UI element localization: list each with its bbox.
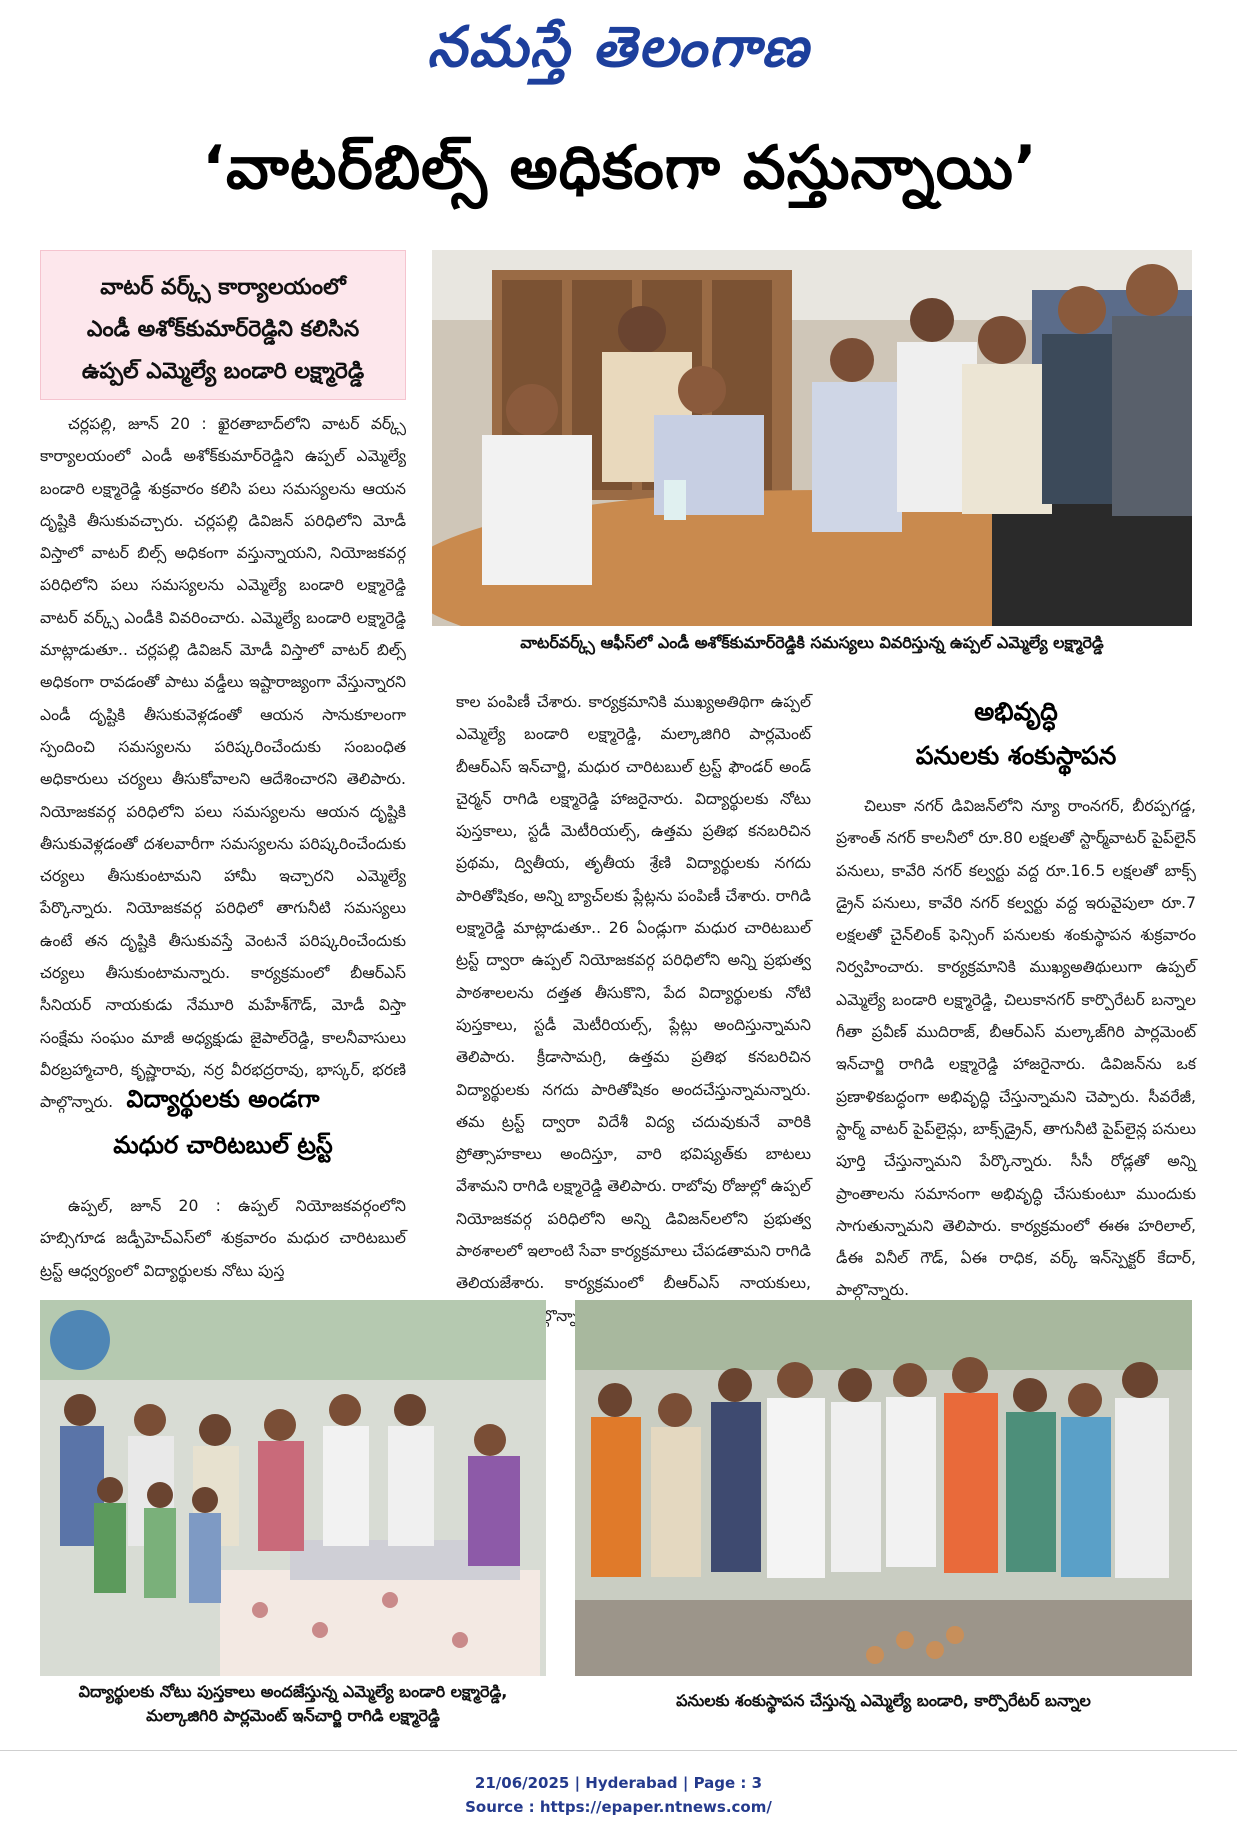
students-photo-caption-line-1: విద్యార్థులకు నోటు పుస్తకాలు అందజేస్తున్న ఎమ్మెల్యే బండారి లక్ష్మారెడ్డి, xyxy=(78,1682,508,1701)
main-headline: ‘వాటర్‌బిల్స్ అధికంగా వస్తున్నాయి’ xyxy=(202,133,1038,203)
subhead-line-1: వాటర్ వర్క్స్ కార్యాలయంలో xyxy=(100,275,346,300)
article-trust-body-part1 xyxy=(40,1190,406,1287)
footer-divider xyxy=(0,1750,1237,1751)
article-trust-body-part2 xyxy=(456,686,811,1332)
article-foundation-heading-line-1: అభివృద్ధి xyxy=(974,697,1058,726)
students-photo-caption-line-2: మల్కాజిగిరి పార్లమెంట్ ఇన్‌చార్జి రాగిడి లక్ష్మారెడ్డి xyxy=(146,1706,440,1725)
subhead-line-3: ఉప్పల్ ఎమ్మెల్యే బండారి లక్ష్మారెడ్డి xyxy=(81,359,365,384)
students-notebooks-photo xyxy=(40,1300,546,1676)
meeting-photo-caption: వాటర్‌వర్క్స్ ఆఫీస్‌లో ఎండీ అశోక్‌కుమార్‌రెడ్డికి సమస్యలు వివరిస్తున్న ఉప్పల్ ఎమ్మెల్యే లక్ష్మారెడ్డి xyxy=(520,633,1104,652)
foundation-stone-photo xyxy=(575,1300,1192,1676)
foundation-photo-caption: పనులకు శంకుస్థాపన చేస్తున్న ఎమ్మెల్యే బండారి, కార్పొరేటర్ బన్నాల xyxy=(676,1691,1091,1710)
newspaper-masthead: నమస్తే తెలంగాణ xyxy=(427,14,810,80)
article-trust-text-part2: కాల పంపిణీ చేశారు. కార్యక్రమానికి ముఖ్యఅతిథిగా ఉప్పల్ ఎమ్మెల్యే బండారి లక్ష్మారెడ్డి, మల్కాజిగిరి పార్లమెంట్ బీఆర్‌ఎస్ ఇన్‌చార్జి, మధుర చారిటబుల్ ట్రస్ట్ ఫౌండర్ అండ్ చైర్మన్ రాగిడి లక్ష్మారెడ్డి హాజరైనారు. విద్యార్థులకు నోటు పుస్తకాలు, స్టడీ మెటీరియల్స్, ఉత్తమ ప్రతిభ కనబరిచిన ప్రథమ, ద్వితీయ, తృతీయ శ్రేణి విద్యార్థులకు నగదు పారితోషికం, అన్ని బ్యాచ్‌లకు ప్లేట్లను పంపిణీ చేశారు. రాగిడి లక్ష్మారెడ్డి మాట్లాడుతూ.. 26 ఏండ్లుగా మధుర చారిటబుల్ ట్రస్ట్ ద్వారా ఉప్పల్ నియోజకవర్గ పరిధిలోని అన్ని ప్రభుత్వ పాఠశాలలను దత్తత తీసుకొని, పేద విద్యార్థులకు నోటి పుస్తకాలు, స్టడీ మెటీరియల్స్, ప్లేట్లు అందిస్తున్నామని తెలిపారు. క్రీడాసామగ్రి, ఉత్తమ ప్రతిభ కనబరిచిన విద్యార్థులకు నగదు పారితోషికం అందచేస్తున్నామన్నారు. తమ ట్రస్ట్ ద్వారా విదేశీ విద్య చదువుకునే వారికి ప్రోత్సాహకాలు అందిస్తూ, వారి భవిష్యత్‌కు బాటలు వేశామని రాగిడి లక్ష్మారెడ్డి తెలిపారు. రాబోవు రోజుల్లో ఉప్పల్ నియోజకవర్గ పరిధిలోని అన్ని డివిజన్‌లలోని ప్రభుత్వ పాఠశాలలో ఇలాంటి సేవా కార్యక్రమాలు చేపడతామని రాగిడి తెలియజేశారు. కార్యక్రమంలో బీఆర్‌ఎస్ నాయకులు, పాల్గొన్నారు. xyxy=(456,693,811,1325)
subhead-box xyxy=(40,250,406,400)
article-foundation-text: చిలుకా నగర్ డివిజన్‌లోని న్యూ రాంనగర్, బీరప్పగడ్డ, ప్రశాంత్ నగర్ కాలనీలో రూ.80 లక్షలతో స్టార్మ్‌వాటర్ పైప్‌లైన్ పనులు, కావేరి నగర్ కల్వర్టు వద్ద రూ.16.5 లక్షలతో బాక్స్ డ్రైన్ పనులు, కావేరి నగర్ కల్వర్టు వద్ద ఇరువైపులా రూ.7 లక్షలతో చైన్‌లింక్ ఫెన్సింగ్ పనులకు శంకుస్థాపన శుక్రవారం నిర్వహించారు. కార్యక్రమానికి ముఖ్యఅతిథులుగా ఉప్పల్ ఎమ్మెల్యే బండారి లక్ష్మారెడ్డి, చిలుకానగర్ కార్పొరేటర్ బన్నాల గీతా ప్రవీణ్ ముదిరాజ్, బీఆర్‌ఎస్ మల్కాజ్‌గిరి పార్లమెంట్ ఇన్‌చార్జి రాగిడి లక్ష్మారెడ్డి హాజరైనారు. డివిజన్‌ను ఒక ప్రణాళికబద్ధంగా అభివృద్ధి చేస్తున్నామని చెప్పారు. సీవరేజీ, స్టార్మ్ వాటర్ పైప్‌లైన్లు, బాక్స్‌డ్రైన్, తాగునీటి పైప్‌లైన్ల పనులు పూర్తి చేస్తున్నామని పేర్కొన్నారు. సీసీ రోడ్లతో అన్ని ప్రాంతాలను సమానంగా అభివృద్ధి చేసుకుంటూ ముందుకు సాగుతున్నామని తెలిపారు. కార్యక్రమంలో ఈఈ హరిలాల్, డీఈ వినీల్ గౌడ్, ఏఈ రాధిక, వర్క్ ఇన్‌స్పెక్టర్ కేదార్, పాల్గొన్నారు. xyxy=(836,797,1196,1300)
article-foundation-body xyxy=(836,790,1196,1307)
subhead-line-2: ఎండీ అశోక్‌కుమార్‌రెడ్డిని కలిసిన xyxy=(86,317,360,342)
article-trust-heading-line-2: మధుర చారిటబుల్ ట్రస్ట్ xyxy=(113,1131,333,1159)
meeting-photo xyxy=(432,250,1192,626)
students-photo-caption xyxy=(40,1680,546,1728)
article-water-bills-text: చర్లపల్లి, జూన్ 20 : ఖైరతాబాద్‌లోని వాటర్ వర్క్స్ కార్యాలయంలో ఎండీ అశోక్‌కుమార్‌రెడ్డిని ఉప్పల్ ఎమ్మెల్యే బండారి లక్ష్మారెడ్డి శుక్రవారం కలిసి పలు సమస్యలను ఆయన దృష్టికి తీసుకువచ్చారు. చర్లపల్లి డివిజన్ పరిధిలోని మోడీ విస్తాలో వాటర్ బిల్స్ అధికంగా వస్తున్నాయని, నియోజకవర్గ పరిధిలోని పలు సమస్యలను ఎమ్మెల్యే బండారి లక్ష్మారెడ్డి వాటర్ వర్క్స్ ఎండీకి వివరించారు. ఎమ్మెల్యే బండారి లక్ష్మారెడ్డి మాట్లాడుతూ.. చర్లపల్లి డివిజన్ మోడీ విస్తాలో వాటర్ బిల్స్ అధికంగా రావడంతో పాటు వడ్డీలు ఇష్టారాజ్యంగా వేస్తున్నారని ఎండీ దృష్టికి తీసుకువెళ్లడంతో ఆయన సానుకూలంగా స్పందించి సమస్యలను పరిష్కరించేందుకు సంబంధిత అధికారులు చర్యలు తీసుకోవాలని ఆదేశించారని తెలిపారు. నియోజకవర్గ పరిధిలోని పలు సమస్యలను ఆయన దృష్టికి తీసుకువెళ్లడంతో దశలవారీగా సమస్యలను పరిష్కరించేందుకు చర్యలు తీసుకుంటామని హామీ ఇచ్చారని ఎమ్మెల్యే పేర్కొన్నారు. నియోజకవర్గ పరిధిలో తాగునీటి సమస్యలు ఉంటే తన దృష్టికి తీసుకువస్తే వెంటనే పరిష్కరించేందుకు చర్యలు తీసుకుంటామన్నారు. కార్యక్రమంలో బీఆర్‌ఎస్ సీనియర్ నాయకుడు నేమూరి మహేశ్‌గౌడ్, మోడీ విస్తా సంక్షేమ సంఘం మాజీ అధ్యక్షుడు జైపాల్‌రెడ్డి, కాలనీవాసులు వీరబ్రహ్మాచారి, కృష్ణారావు, నర్ర వీరభద్రరావు, భాస్కర్, భరణి పాల్గొన్నారు. xyxy=(40,415,406,1112)
footer-source-link[interactable]: Source : https://epaper.ntnews.com/ xyxy=(465,1798,772,1816)
footer-date-line: 21/06/2025 | Hyderabad | Page : 3 xyxy=(474,1774,763,1792)
article-foundation-heading xyxy=(836,690,1196,778)
article-water-bills-body xyxy=(40,408,406,1119)
article-trust-text-part1: ఉప్పల్, జూన్ 20 : ఉప్పల్ నియోజకవర్గంలోని హబ్సిగూడ జడ్పీహెచ్‌ఎస్‌లో శుక్రవారం మధుర చారిటబుల్ ట్రస్ట్ ఆధ్వర్యంలో విద్యార్థులకు నోటు పుస్త xyxy=(40,1197,406,1280)
article-foundation-heading-line-2: పనులకు శంకుస్థాపన xyxy=(915,741,1117,770)
article-trust-heading-line-1: విద్యార్థులకు అండగా xyxy=(126,1085,320,1113)
article-trust-heading xyxy=(40,1076,406,1168)
